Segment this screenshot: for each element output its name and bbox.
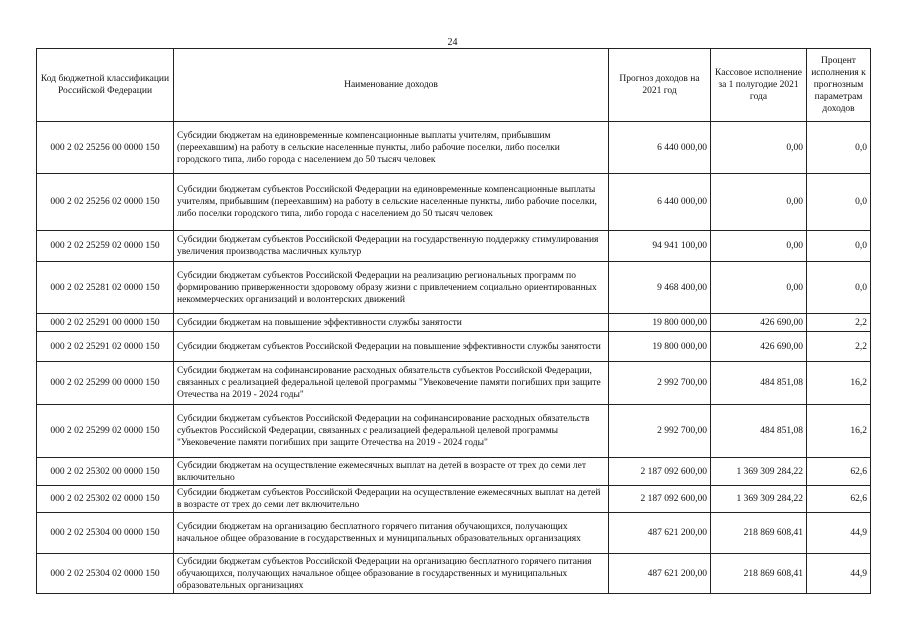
row-forecast: 2 187 092 600,00 bbox=[609, 486, 711, 513]
header-percent: Процент исполнения к прогнозным параметрам доходов bbox=[807, 49, 871, 122]
header-name: Наименование доходов bbox=[174, 49, 609, 122]
row-percent: 2,2 bbox=[807, 314, 871, 332]
row-code: 000 2 02 25299 02 0000 150 bbox=[37, 405, 174, 458]
row-cash: 426 690,00 bbox=[711, 332, 807, 362]
row-percent: 62,6 bbox=[807, 458, 871, 486]
row-name: Субсидии бюджетам на софинансирование расходных обязательств субъектов Российской Федерации, связанных с реализацией федеральной целевой программы "Увековечение памяти погибших при защите Отечества на 2019 - 2024 годы" bbox=[174, 362, 609, 405]
table-body bbox=[37, 122, 871, 594]
row-forecast: 94 941 100,00 bbox=[609, 231, 711, 262]
row-code: 000 2 02 25256 00 0000 150 bbox=[37, 122, 174, 174]
row-name: Субсидии бюджетам субъектов Российской Федерации на единовременные компенсационные выплаты учителям, прибывшим (переехавшим) на работу в сельские населенные пункты, либо рабочие поселки, либо поселки городского типа, либо города с населением до 50 тысяч человек bbox=[174, 174, 609, 231]
row-percent: 44,9 bbox=[807, 513, 871, 554]
row-forecast: 487 621 200,00 bbox=[609, 554, 711, 594]
row-cash: 0,00 bbox=[711, 262, 807, 314]
row-code: 000 2 02 25281 02 0000 150 bbox=[37, 262, 174, 314]
row-cash: 426 690,00 bbox=[711, 314, 807, 332]
row-percent: 16,2 bbox=[807, 362, 871, 405]
row-code: 000 2 02 25304 02 0000 150 bbox=[37, 554, 174, 594]
row-code: 000 2 02 25299 00 0000 150 bbox=[37, 362, 174, 405]
row-code: 000 2 02 25256 02 0000 150 bbox=[37, 174, 174, 231]
table-header bbox=[37, 49, 871, 122]
row-percent: 0,0 bbox=[807, 231, 871, 262]
row-name: Субсидии бюджетам субъектов Российской Федерации на повышение эффективности службы занятости bbox=[174, 332, 609, 362]
row-cash: 484 851,08 bbox=[711, 405, 807, 458]
row-cash: 0,00 bbox=[711, 122, 807, 174]
table-row bbox=[37, 231, 871, 262]
row-cash: 218 869 608,41 bbox=[711, 554, 807, 594]
table-row bbox=[37, 174, 871, 231]
row-cash: 1 369 309 284,22 bbox=[711, 486, 807, 513]
row-forecast: 19 800 000,00 bbox=[609, 332, 711, 362]
table-row bbox=[37, 513, 871, 554]
row-forecast: 6 440 000,00 bbox=[609, 122, 711, 174]
row-name: Субсидии бюджетам на повышение эффективности службы занятости bbox=[174, 314, 609, 332]
row-percent: 0,0 bbox=[807, 262, 871, 314]
row-code: 000 2 02 25304 00 0000 150 bbox=[37, 513, 174, 554]
table-row bbox=[37, 405, 871, 458]
row-cash: 484 851,08 bbox=[711, 362, 807, 405]
row-cash: 0,00 bbox=[711, 174, 807, 231]
row-percent: 16,2 bbox=[807, 405, 871, 458]
table-row bbox=[37, 314, 871, 332]
row-name: Субсидии бюджетам на осуществление ежемесячных выплат на детей в возрасте от трех до семи лет включительно bbox=[174, 458, 609, 486]
row-code: 000 2 02 25302 02 0000 150 bbox=[37, 486, 174, 513]
header-forecast: Прогноз доходов на 2021 год bbox=[609, 49, 711, 122]
table-row bbox=[37, 262, 871, 314]
row-name: Субсидии бюджетам на организацию бесплатного горячего питания обучающихся, получающих начальное общее образование в государственных и муниципальных образовательных организациях bbox=[174, 513, 609, 554]
table-row bbox=[37, 332, 871, 362]
header-code: Код бюджетной классификации Российской Федерации bbox=[37, 49, 174, 122]
row-percent: 62,6 bbox=[807, 486, 871, 513]
row-percent: 0,0 bbox=[807, 174, 871, 231]
page-number: 24 bbox=[447, 37, 458, 48]
row-cash: 0,00 bbox=[711, 231, 807, 262]
row-forecast: 2 187 092 600,00 bbox=[609, 458, 711, 486]
table-row bbox=[37, 486, 871, 513]
row-name: Субсидии бюджетам субъектов Российской Федерации на осуществление ежемесячных выплат на детей в возрасте от трех до семи лет включительно bbox=[174, 486, 609, 513]
row-cash: 1 369 309 284,22 bbox=[711, 458, 807, 486]
table-row bbox=[37, 458, 871, 486]
row-code: 000 2 02 25302 00 0000 150 bbox=[37, 458, 174, 486]
row-percent: 0,0 bbox=[807, 122, 871, 174]
row-forecast: 487 621 200,00 bbox=[609, 513, 711, 554]
row-forecast: 9 468 400,00 bbox=[609, 262, 711, 314]
row-forecast: 19 800 000,00 bbox=[609, 314, 711, 332]
row-code: 000 2 02 25291 02 0000 150 bbox=[37, 332, 174, 362]
row-name: Субсидии бюджетам субъектов Российской Федерации на государственную поддержку стимулирования увеличения производства масличных культур bbox=[174, 231, 609, 262]
row-forecast: 2 992 700,00 bbox=[609, 405, 711, 458]
row-name: Субсидии бюджетам на единовременные компенсационные выплаты учителям, прибывшим (переехавшим) на работу в сельские населенные пункты, либо рабочие поселки, либо поселки городского типа, либо города с населением до 50 тысяч человек bbox=[174, 122, 609, 174]
row-name: Субсидии бюджетам субъектов Российской Федерации на реализацию региональных программ по формированию приверженности здоровому образу жизни с привлечением социально ориентированных некоммерческих организаций и волонтерских движений bbox=[174, 262, 609, 314]
row-forecast: 6 440 000,00 bbox=[609, 174, 711, 231]
row-name: Субсидии бюджетам субъектов Российской Федерации на организацию бесплатного горячего питания обучающихся, получающих начальное общее образование в государственных и муниципальных образовательных организациях bbox=[174, 554, 609, 594]
row-name: Субсидии бюджетам субъектов Российской Федерации на софинансирование расходных обязательств субъектов Российской Федерации, связанных с реализацией федеральной целевой программы "Увековечение памяти погибших при защите Отечества на 2019 - 2024 годы" bbox=[174, 405, 609, 458]
row-cash: 218 869 608,41 bbox=[711, 513, 807, 554]
table-row bbox=[37, 554, 871, 594]
row-code: 000 2 02 25291 00 0000 150 bbox=[37, 314, 174, 332]
row-percent: 44,9 bbox=[807, 554, 871, 594]
header-cash: Кассовое исполнение за 1 полугодие 2021 года bbox=[711, 49, 807, 122]
row-percent: 2,2 bbox=[807, 332, 871, 362]
revenue-table bbox=[36, 48, 871, 594]
table-row bbox=[37, 122, 871, 174]
row-code: 000 2 02 25259 02 0000 150 bbox=[37, 231, 174, 262]
row-forecast: 2 992 700,00 bbox=[609, 362, 711, 405]
table-row bbox=[37, 362, 871, 405]
